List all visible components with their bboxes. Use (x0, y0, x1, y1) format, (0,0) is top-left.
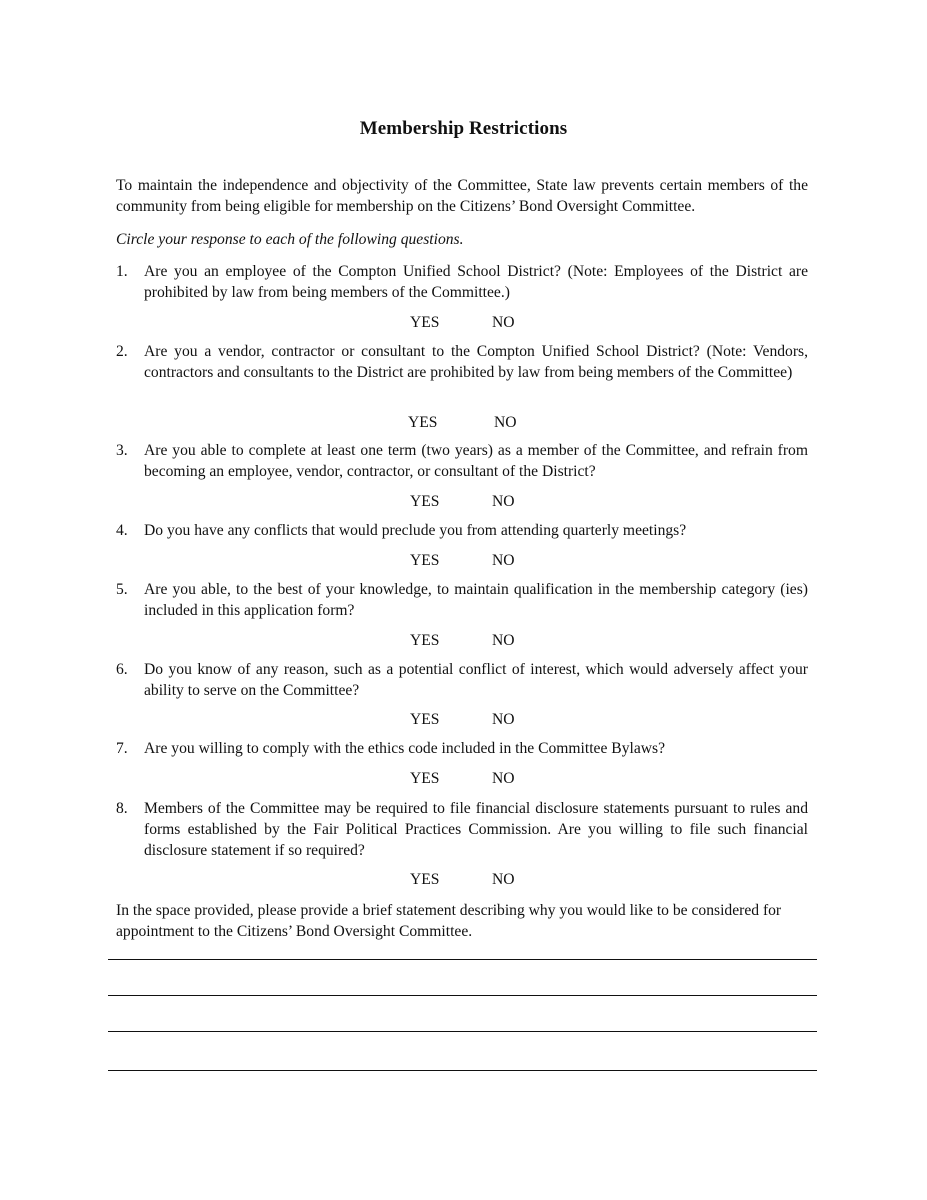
question-text: Are you an employee of the Compton Unified School District? (Note: Employees of the District are prohibited by law from being members of the Committee.) (144, 263, 808, 301)
question-number: 1. (116, 263, 128, 280)
question-4 (116, 520, 808, 541)
q6-yes-option[interactable]: YES (410, 711, 440, 728)
answer-line-3[interactable] (108, 1031, 817, 1032)
page-title: Membership Restrictions (359, 118, 568, 139)
question-1 (116, 261, 808, 303)
q5-yes-option[interactable]: YES (410, 632, 440, 649)
instruction-text: Circle your response to each of the following questions. (116, 231, 464, 248)
q4-yes-option[interactable]: YES (410, 552, 440, 569)
question-text: Members of the Committee may be required to file financial disclosure statements pursuant to rules and forms established by the Fair Political Practices Commission. Are you willing to file such financial disclosure statement if so required? (144, 800, 808, 859)
q2-no-option[interactable]: NO (494, 414, 517, 431)
question-number: 7. (116, 740, 128, 757)
question-8 (116, 798, 808, 861)
intro-paragraph: To maintain the independence and objectivity of the Committee, State law prevents certain members of the community from being eligible for membership on the Citizens’ Bond Oversight Committee. (116, 177, 808, 215)
closing-paragraph: In the space provided, please provide a brief statement describing why you would like to be considered for appointment to the Citizens’ Bond Oversight Committee. (116, 902, 782, 940)
q3-no-option[interactable]: NO (492, 493, 515, 510)
question-3 (116, 440, 808, 482)
q8-no-option[interactable]: NO (492, 871, 515, 888)
q6-no-option[interactable]: NO (492, 711, 515, 728)
question-number: 6. (116, 661, 128, 678)
question-7 (116, 738, 808, 759)
question-number: 4. (116, 522, 128, 539)
q3-yes-option[interactable]: YES (410, 493, 440, 510)
q1-no-option[interactable]: NO (492, 314, 515, 331)
question-6 (116, 659, 808, 701)
answer-line-1[interactable] (108, 959, 817, 960)
answer-line-4[interactable] (108, 1070, 817, 1071)
q2-yes-option[interactable]: YES (408, 414, 438, 431)
question-2 (116, 341, 808, 383)
q5-no-option[interactable]: NO (492, 632, 515, 649)
question-text: Are you a vendor, contractor or consultant to the Compton Unified School District? (Note: Vendors, contractors and consultants to the District are prohibited by law from being members of the Committee) (144, 343, 808, 381)
question-text: Are you able, to the best of your knowledge, to maintain qualification in the membership category (ies) included in this application form? (144, 581, 808, 619)
q1-yes-option[interactable]: YES (410, 314, 440, 331)
question-number: 5. (116, 581, 128, 598)
answer-line-2[interactable] (108, 995, 817, 996)
question-number: 3. (116, 442, 128, 459)
question-text: Are you willing to comply with the ethics code included in the Committee Bylaws? (144, 740, 665, 757)
q7-no-option[interactable]: NO (492, 770, 515, 787)
question-text: Are you able to complete at least one term (two years) as a member of the Committee, and refrain from becoming an employee, vendor, contractor, or consultant of the District? (144, 442, 808, 480)
question-text: Do you know of any reason, such as a potential conflict of interest, which would adversely affect your ability to serve on the Committee? (144, 661, 808, 699)
q7-yes-option[interactable]: YES (410, 770, 440, 787)
question-5 (116, 579, 808, 621)
question-number: 2. (116, 343, 128, 360)
question-number: 8. (116, 800, 128, 817)
q8-yes-option[interactable]: YES (410, 871, 440, 888)
q4-no-option[interactable]: NO (492, 552, 515, 569)
question-text: Do you have any conflicts that would preclude you from attending quarterly meetings? (144, 522, 687, 539)
